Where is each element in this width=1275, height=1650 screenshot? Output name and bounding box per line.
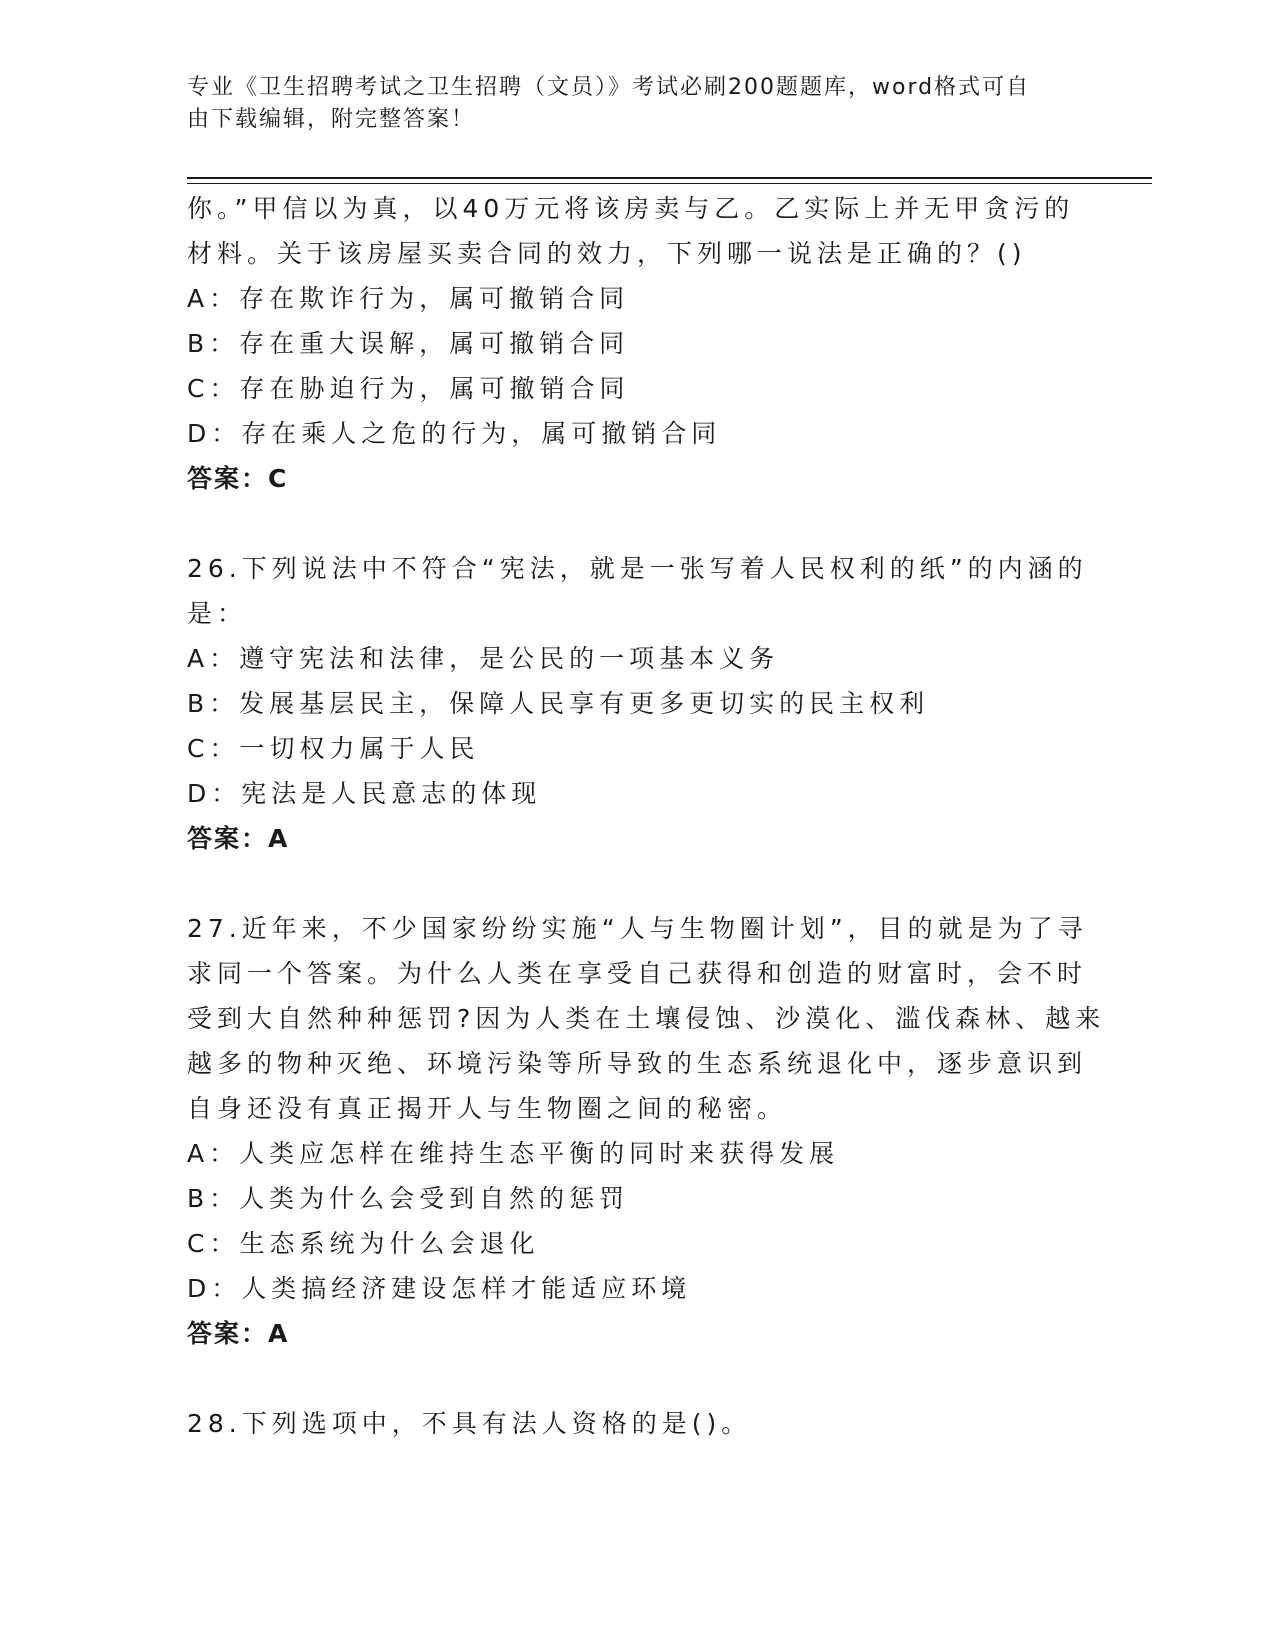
question-stem-line: 越多的物种灭绝、环境污染等所导致的生态系统退化中，逐步意识到 bbox=[187, 1049, 1088, 1078]
option-a: A：遵守宪法和法律，是公民的一项基本义务 bbox=[187, 644, 780, 673]
header-title-line-1: 专业《卫生招聘考试之卫生招聘（文员）》考试必刷200题题库，word格式可自 bbox=[187, 75, 1031, 100]
option-c: C：一切权力属于人民 bbox=[187, 734, 480, 763]
spacer bbox=[187, 1356, 1087, 1401]
question-stem-line: 26.下列说法中不符合“宪法，就是一张写着人民权利的纸”的内涵的 bbox=[187, 554, 1088, 583]
option-d: D：人类搞经济建设怎样才能适应环境 bbox=[187, 1274, 692, 1303]
answer-line: 答案：A bbox=[187, 1319, 290, 1348]
document-header bbox=[187, 72, 1067, 136]
header-divider-thick bbox=[187, 177, 1152, 179]
header-title-line-2: 由下载编辑，附完整答案！ bbox=[187, 107, 476, 132]
question-stem-line: 自身还没有真正揭开人与生物圈之间的秘密。 bbox=[187, 1094, 788, 1123]
option-a: A：人类应怎样在维持生态平衡的同时来获得发展 bbox=[187, 1139, 840, 1168]
header-divider-thin bbox=[187, 183, 1152, 184]
question-28 bbox=[187, 1401, 1087, 1446]
question-27 bbox=[187, 906, 1106, 1356]
question-list bbox=[187, 186, 1106, 1446]
question-stem-line: 28.下列选项中，不具有法人资格的是()。 bbox=[187, 1409, 752, 1438]
option-d: D：存在乘人之危的行为，属可撤销合同 bbox=[187, 419, 722, 448]
spacer bbox=[187, 861, 1087, 906]
answer-line: 答案：A bbox=[187, 824, 290, 853]
question-stem-line: 你。”甲信以为真，以40万元将该房卖与乙。乙实际上并无甲贪污的 bbox=[187, 194, 1075, 223]
option-c: C：存在胁迫行为，属可撤销合同 bbox=[187, 374, 630, 403]
answer-line: 答案：C bbox=[187, 464, 289, 493]
option-b: B：存在重大误解，属可撤销合同 bbox=[187, 329, 630, 358]
question-25 bbox=[187, 186, 1087, 501]
question-stem-line: 材料。关于该房屋买卖合同的效力，下列哪一说法是正确的？() bbox=[187, 239, 1027, 268]
option-d: D：宪法是人民意志的体现 bbox=[187, 779, 542, 808]
question-26 bbox=[187, 546, 1087, 861]
option-b: B：人类为什么会受到自然的惩罚 bbox=[187, 1184, 630, 1213]
question-stem-line: 是： bbox=[187, 599, 248, 628]
question-stem-line: 27.近年来，不少国家纷纷实施“人与生物圈计划”，目的就是为了寻 bbox=[187, 914, 1088, 943]
option-a: A：存在欺诈行为，属可撤销合同 bbox=[187, 284, 630, 313]
question-stem-line: 受到大自然种种惩罚?因为人类在土壤侵蚀、沙漠化、滥伐森林、越来 bbox=[187, 1004, 1106, 1033]
option-b: B：发展基层民主，保障人民享有更多更切实的民主权利 bbox=[187, 689, 930, 718]
question-stem-line: 求同一个答案。为什么人类在享受自己获得和创造的财富时，会不时 bbox=[187, 959, 1088, 988]
spacer bbox=[187, 501, 1087, 546]
option-c: C：生态系统为什么会退化 bbox=[187, 1229, 540, 1258]
